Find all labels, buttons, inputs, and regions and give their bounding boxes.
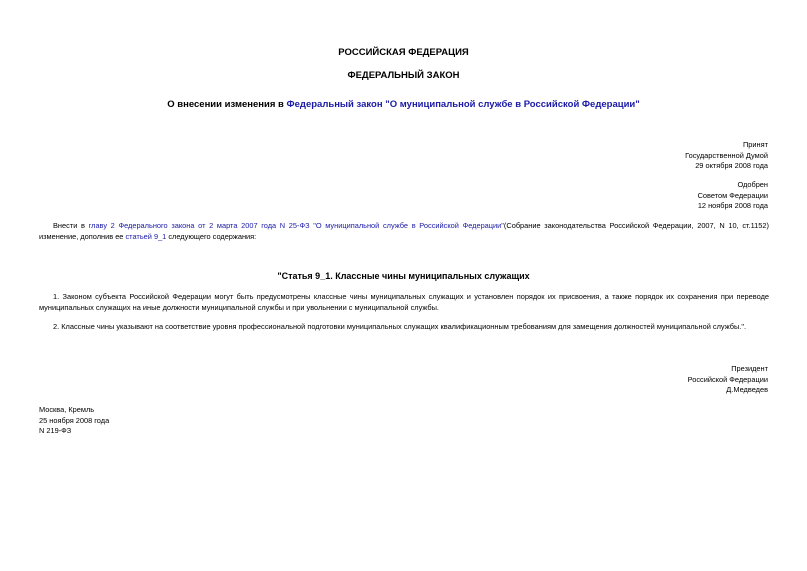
article-paragraph-1 [39, 292, 769, 313]
intro-text-1: Внести в [53, 221, 89, 230]
country-heading: РОССИЙСКАЯ ФЕДЕРАЦИЯ [338, 47, 469, 58]
place-date: 25 ноября 2008 года [39, 415, 110, 425]
approved-body: Советом Федерации [697, 190, 768, 200]
article-paragraph-2 [39, 322, 769, 333]
article-paragraph-1-text: 1. Законом субъекта Российской Федерации могут быть предусмотрены классные чины муниципальных служащих и установлен порядок их присвоения, а также порядок их сохранения при переводе муниципальных служащих на иные должности муниципальной службы и при увольнении с муниципальной службы. [39, 292, 769, 312]
article-paragraph-2-text: 2. Классные чины указывают на соответствие уровня профессиональной подготовки муниципальных служащих квалификационным требованиям для замещения должностей муниципальной службы.". [53, 322, 746, 331]
law-number: N 219-ФЗ [39, 426, 72, 435]
place-date-block [39, 405, 109, 437]
document-title [0, 99, 807, 110]
article-9-1-link[interactable]: статьей 9_1 [125, 231, 167, 241]
intro-paragraph [39, 221, 769, 242]
signature-country: Российской Федерации [687, 374, 768, 384]
doc-type-heading: ФЕДЕРАЛЬНЫЙ ЗАКОН [347, 70, 460, 81]
signature-block [688, 364, 768, 396]
adopted-block [685, 140, 768, 172]
title-prefix: О внесении изменения в [167, 99, 287, 110]
chapter-2-link[interactable]: главу 2 Федерального закона от 2 марта 2007 года N 25-ФЗ "О муниципальной службе в Российской Федерации" [88, 221, 504, 230]
approved-block [698, 180, 768, 212]
signature-title: Президент [731, 364, 768, 373]
title-law-link[interactable]: Федеральный закон "О муниципальной службе в Российской Федерации" [286, 99, 640, 110]
approved-date: 12 ноября 2008 года [697, 201, 768, 210]
signature-name: Д.Медведев [726, 385, 768, 394]
place-name: Москва, Кремль [39, 405, 95, 414]
intro-text-2: (Собрание законодательства Российской Федерации, 2007, N 10, ст.1152) изменение, дополнив ее [39, 221, 769, 241]
intro-text-3: следующего содержания: [166, 231, 257, 241]
approved-label: Одобрен [737, 180, 768, 189]
adopted-date: 29 октября 2008 года [695, 161, 768, 170]
article-title: "Статья 9_1. Классные чины муниципальных служащих [277, 271, 530, 281]
adopted-body: Государственной Думой [685, 150, 768, 160]
adopted-label: Принят [742, 140, 768, 149]
